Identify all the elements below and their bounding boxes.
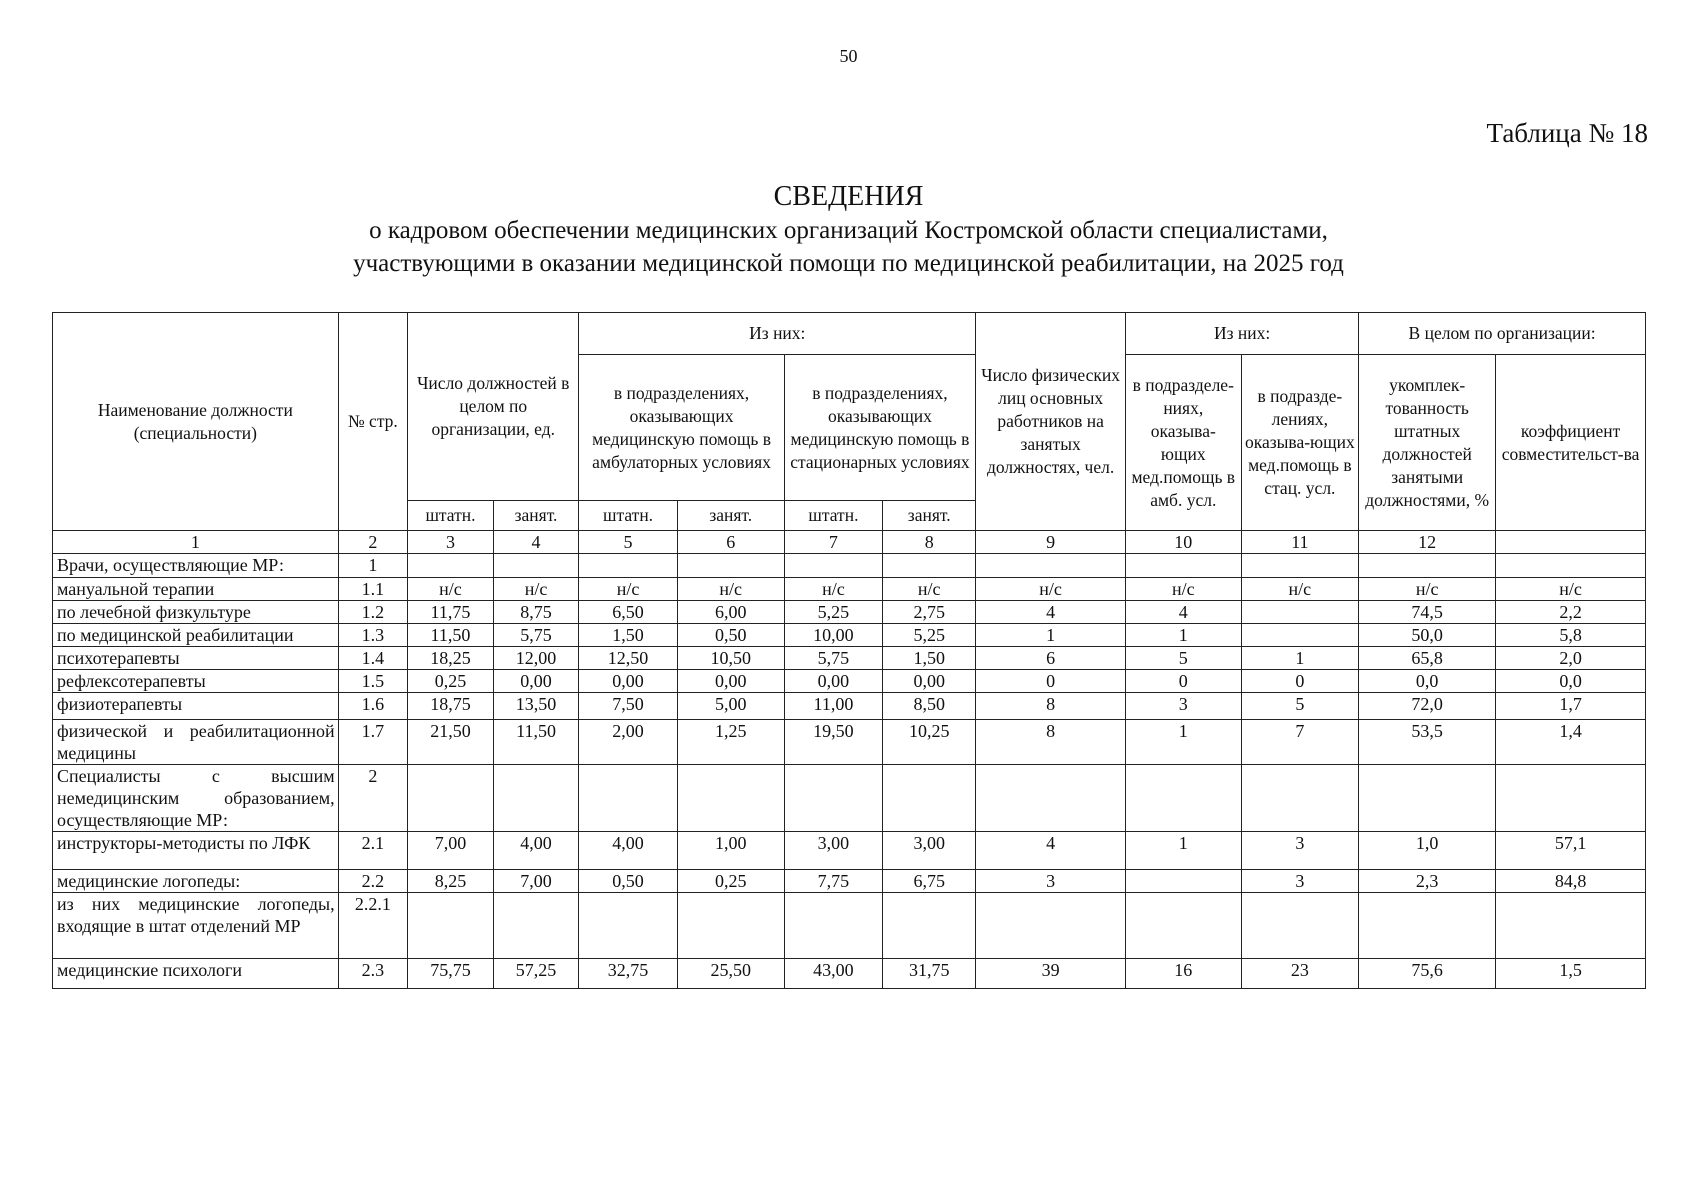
page-number: 50 bbox=[839, 46, 858, 66]
value-cell: 11,00 bbox=[784, 693, 882, 720]
value-cell: 0,00 bbox=[493, 670, 579, 693]
value-cell: 21,50 bbox=[408, 720, 494, 765]
value-cell bbox=[1126, 893, 1242, 959]
column-number: 6 bbox=[677, 531, 784, 554]
value-cell: 8,75 bbox=[493, 601, 579, 624]
value-cell bbox=[883, 554, 976, 578]
header-ambulatory: в подразделениях, оказывающих медицинскую помощь в амбулаторных условиях bbox=[579, 355, 784, 501]
value-cell: 75,75 bbox=[408, 959, 494, 989]
table-row bbox=[53, 578, 1646, 601]
value-cell: 8,25 bbox=[408, 870, 494, 893]
value-cell: 3,00 bbox=[784, 832, 882, 870]
table-row bbox=[53, 601, 1646, 624]
value-cell: 1,50 bbox=[579, 624, 677, 647]
value-cell: 4 bbox=[976, 601, 1126, 624]
value-cell bbox=[408, 765, 494, 832]
value-cell bbox=[408, 893, 494, 959]
value-cell bbox=[408, 554, 494, 578]
value-cell: 3,00 bbox=[883, 832, 976, 870]
column-number: 3 bbox=[408, 531, 494, 554]
value-cell: 7,00 bbox=[408, 832, 494, 870]
value-cell: 1 bbox=[1241, 647, 1359, 670]
column-number: 11 bbox=[1241, 531, 1359, 554]
row-number: 1.1 bbox=[338, 578, 408, 601]
row-number: 1.5 bbox=[338, 670, 408, 693]
value-cell: 0,25 bbox=[408, 670, 494, 693]
value-cell: 2,2 bbox=[1496, 601, 1646, 624]
row-number: 1.6 bbox=[338, 693, 408, 720]
value-cell: н/с bbox=[1359, 578, 1496, 601]
value-cell bbox=[1126, 765, 1242, 832]
value-cell: 0,00 bbox=[883, 670, 976, 693]
value-cell: 53,5 bbox=[1359, 720, 1496, 765]
position-name: по лечебной физкультуре bbox=[53, 601, 339, 624]
value-cell: н/с bbox=[677, 578, 784, 601]
header-zanyat: занят. bbox=[493, 501, 579, 531]
position-name: по медицинской реабилитации bbox=[53, 624, 339, 647]
value-cell: 0,50 bbox=[579, 870, 677, 893]
header-organization: В целом по организации: bbox=[1359, 313, 1646, 355]
value-cell bbox=[579, 554, 677, 578]
value-cell: 74,5 bbox=[1359, 601, 1496, 624]
value-cell: 1 bbox=[976, 624, 1126, 647]
column-number: 12 bbox=[1359, 531, 1496, 554]
row-number: 2.1 bbox=[338, 832, 408, 870]
table-row bbox=[53, 959, 1646, 989]
value-cell bbox=[784, 554, 882, 578]
value-cell: 4 bbox=[976, 832, 1126, 870]
header-stationary-persons: в подразде-лениях, оказыва-ющих мед.помощь в стац. усл. bbox=[1241, 355, 1359, 531]
value-cell: 8,50 bbox=[883, 693, 976, 720]
value-cell: н/с bbox=[1126, 578, 1242, 601]
table-row bbox=[53, 832, 1646, 870]
value-cell: 6,00 bbox=[677, 601, 784, 624]
value-cell: 18,25 bbox=[408, 647, 494, 670]
row-number: 2.2.1 bbox=[338, 893, 408, 959]
value-cell bbox=[677, 893, 784, 959]
row-number: 1 bbox=[338, 554, 408, 578]
header-shtat: штатн. bbox=[408, 501, 494, 531]
value-cell: 2,0 bbox=[1496, 647, 1646, 670]
value-cell: 0,00 bbox=[579, 670, 677, 693]
header-shtat: штатн. bbox=[784, 501, 882, 531]
column-number: 2 bbox=[338, 531, 408, 554]
value-cell: 7,50 bbox=[579, 693, 677, 720]
value-cell: 1,4 bbox=[1496, 720, 1646, 765]
position-name: из них медицинские логопеды, входящие в штат отделений МР bbox=[53, 893, 339, 959]
value-cell: 10,25 bbox=[883, 720, 976, 765]
value-cell bbox=[1126, 554, 1242, 578]
header-stationary: в подразделениях, оказывающих медицинскую помощь в стационарных условиях bbox=[784, 355, 976, 501]
header-zanyat: занят. bbox=[883, 501, 976, 531]
position-name: Специалисты с высшим немедицинским образованием, осуществляющие МР: bbox=[53, 765, 339, 832]
value-cell: н/с bbox=[408, 578, 494, 601]
position-name: рефлексотерапевты bbox=[53, 670, 339, 693]
value-cell bbox=[677, 765, 784, 832]
row-number: 1.2 bbox=[338, 601, 408, 624]
value-cell: 5,8 bbox=[1496, 624, 1646, 647]
value-cell: 19,50 bbox=[784, 720, 882, 765]
table-row bbox=[53, 647, 1646, 670]
value-cell: 1 bbox=[1126, 832, 1242, 870]
value-cell bbox=[784, 765, 882, 832]
value-cell: 2,3 bbox=[1359, 870, 1496, 893]
value-cell: 3 bbox=[976, 870, 1126, 893]
header-row-number: № стр. bbox=[338, 313, 408, 531]
value-cell: 5,00 bbox=[677, 693, 784, 720]
value-cell: 5 bbox=[1241, 693, 1359, 720]
table-row bbox=[53, 670, 1646, 693]
header-name: Наименование должности (специальности) bbox=[53, 313, 339, 531]
value-cell: 57,1 bbox=[1496, 832, 1646, 870]
value-cell: н/с bbox=[976, 578, 1126, 601]
column-number: 7 bbox=[784, 531, 882, 554]
value-cell bbox=[1496, 765, 1646, 832]
value-cell: 0,00 bbox=[677, 670, 784, 693]
value-cell: 4,00 bbox=[493, 832, 579, 870]
value-cell bbox=[677, 554, 784, 578]
value-cell: 32,75 bbox=[579, 959, 677, 989]
value-cell: 1,5 bbox=[1496, 959, 1646, 989]
value-cell: 12,00 bbox=[493, 647, 579, 670]
value-cell: 5,75 bbox=[784, 647, 882, 670]
value-cell: 1,0 bbox=[1359, 832, 1496, 870]
value-cell: 6,75 bbox=[883, 870, 976, 893]
value-cell bbox=[493, 765, 579, 832]
value-cell bbox=[883, 893, 976, 959]
value-cell: 4,00 bbox=[579, 832, 677, 870]
position-name: физиотерапевты bbox=[53, 693, 339, 720]
value-cell: 7,75 bbox=[784, 870, 882, 893]
value-cell: 5,75 bbox=[493, 624, 579, 647]
value-cell: 13,50 bbox=[493, 693, 579, 720]
value-cell bbox=[493, 893, 579, 959]
header-of-them-2: Из них: bbox=[1126, 313, 1359, 355]
value-cell: 6 bbox=[976, 647, 1126, 670]
value-cell: 11,75 bbox=[408, 601, 494, 624]
value-cell: 8 bbox=[976, 720, 1126, 765]
value-cell bbox=[976, 765, 1126, 832]
value-cell: н/с bbox=[1241, 578, 1359, 601]
position-name: Врачи, осуществляющие МР: bbox=[53, 554, 339, 578]
column-number: 5 bbox=[579, 531, 677, 554]
value-cell: 72,0 bbox=[1359, 693, 1496, 720]
value-cell bbox=[493, 554, 579, 578]
column-number: 10 bbox=[1126, 531, 1242, 554]
position-name: физической и реабилитационной медицины bbox=[53, 720, 339, 765]
header-positions: Число должностей в целом по организации, ед. bbox=[408, 313, 579, 501]
value-cell: 75,6 bbox=[1359, 959, 1496, 989]
value-cell: 0,50 bbox=[677, 624, 784, 647]
table-row bbox=[53, 720, 1646, 765]
value-cell: 0,00 bbox=[784, 670, 882, 693]
value-cell: н/с bbox=[493, 578, 579, 601]
column-number: 1 bbox=[53, 531, 339, 554]
header-ambulatory-persons: в подразделе-ниях, оказыва-ющих мед.помощь в амб. усл. bbox=[1126, 355, 1242, 531]
value-cell: 0,0 bbox=[1496, 670, 1646, 693]
row-number: 2.2 bbox=[338, 870, 408, 893]
table-row bbox=[53, 554, 1646, 578]
value-cell bbox=[883, 765, 976, 832]
value-cell: 2,00 bbox=[579, 720, 677, 765]
value-cell: н/с bbox=[579, 578, 677, 601]
table-row bbox=[53, 624, 1646, 647]
value-cell: 2,75 bbox=[883, 601, 976, 624]
table-label: Таблица № 18 bbox=[1486, 118, 1648, 148]
value-cell: 0 bbox=[1241, 670, 1359, 693]
value-cell bbox=[1359, 765, 1496, 832]
header-staffing-percent: укомплек-тованность штатных должностей занятыми должностями, % bbox=[1359, 355, 1496, 531]
value-cell: 16 bbox=[1126, 959, 1242, 989]
value-cell: 1 bbox=[1126, 720, 1242, 765]
value-cell: 3 bbox=[1126, 693, 1242, 720]
title-line-1: о кадровом обеспечении медицинских организаций Костромской области специалистами, bbox=[369, 217, 1328, 244]
value-cell: 39 bbox=[976, 959, 1126, 989]
value-cell: 5,25 bbox=[784, 601, 882, 624]
value-cell: 0,25 bbox=[677, 870, 784, 893]
value-cell bbox=[1241, 601, 1359, 624]
value-cell: 11,50 bbox=[493, 720, 579, 765]
value-cell: 1 bbox=[1126, 624, 1242, 647]
value-cell: 0 bbox=[976, 670, 1126, 693]
value-cell bbox=[579, 893, 677, 959]
position-name: медицинские логопеды: bbox=[53, 870, 339, 893]
value-cell: 1,7 bbox=[1496, 693, 1646, 720]
value-cell: 43,00 bbox=[784, 959, 882, 989]
value-cell: 3 bbox=[1241, 870, 1359, 893]
value-cell: 10,00 bbox=[784, 624, 882, 647]
value-cell: н/с bbox=[883, 578, 976, 601]
value-cell bbox=[1496, 893, 1646, 959]
value-cell: н/с bbox=[784, 578, 882, 601]
position-name: инструкторы-методисты по ЛФК bbox=[53, 832, 339, 870]
value-cell: 7 bbox=[1241, 720, 1359, 765]
value-cell: 8 bbox=[976, 693, 1126, 720]
value-cell: 57,25 bbox=[493, 959, 579, 989]
value-cell: 1,00 bbox=[677, 832, 784, 870]
column-number: 4 bbox=[493, 531, 579, 554]
value-cell: 0 bbox=[1126, 670, 1242, 693]
value-cell bbox=[1126, 870, 1242, 893]
value-cell bbox=[579, 765, 677, 832]
table-row bbox=[53, 893, 1646, 959]
value-cell: 1,50 bbox=[883, 647, 976, 670]
row-number: 1.3 bbox=[338, 624, 408, 647]
row-number: 2 bbox=[338, 765, 408, 832]
value-cell: 23 bbox=[1241, 959, 1359, 989]
value-cell: 5 bbox=[1126, 647, 1242, 670]
header-of-them-1: Из них: bbox=[579, 313, 976, 355]
value-cell bbox=[976, 893, 1126, 959]
value-cell bbox=[1359, 893, 1496, 959]
value-cell: 4 bbox=[1126, 601, 1242, 624]
value-cell bbox=[1241, 624, 1359, 647]
position-name: психотерапевты bbox=[53, 647, 339, 670]
column-number: 9 bbox=[976, 531, 1126, 554]
value-cell: 18,75 bbox=[408, 693, 494, 720]
row-number: 2.3 bbox=[338, 959, 408, 989]
value-cell: 11,50 bbox=[408, 624, 494, 647]
value-cell: 1,25 bbox=[677, 720, 784, 765]
header-physical-persons: Число физических лиц основных работников на занятых должностях, чел. bbox=[976, 313, 1126, 531]
value-cell bbox=[784, 893, 882, 959]
header-zanyat: занят. bbox=[677, 501, 784, 531]
column-number bbox=[1496, 531, 1646, 554]
value-cell: 84,8 bbox=[1496, 870, 1646, 893]
value-cell: 6,50 bbox=[579, 601, 677, 624]
table-row bbox=[53, 765, 1646, 832]
value-cell: 3 bbox=[1241, 832, 1359, 870]
value-cell bbox=[1359, 554, 1496, 578]
value-cell: 65,8 bbox=[1359, 647, 1496, 670]
value-cell bbox=[1496, 554, 1646, 578]
title-block bbox=[0, 180, 1697, 280]
header-coefficient: коэффициент совместительст-ва bbox=[1496, 355, 1646, 531]
value-cell: 50,0 bbox=[1359, 624, 1496, 647]
value-cell: 10,50 bbox=[677, 647, 784, 670]
value-cell: 5,25 bbox=[883, 624, 976, 647]
value-cell: 12,50 bbox=[579, 647, 677, 670]
value-cell: 25,50 bbox=[677, 959, 784, 989]
row-number: 1.7 bbox=[338, 720, 408, 765]
column-numbers-row bbox=[53, 531, 1646, 554]
value-cell bbox=[1241, 554, 1359, 578]
value-cell: 31,75 bbox=[883, 959, 976, 989]
row-number: 1.4 bbox=[338, 647, 408, 670]
value-cell: н/с bbox=[1496, 578, 1646, 601]
value-cell bbox=[1241, 893, 1359, 959]
table-row bbox=[53, 870, 1646, 893]
value-cell: 7,00 bbox=[493, 870, 579, 893]
position-name: мануальной терапии bbox=[53, 578, 339, 601]
header-shtat: штатн. bbox=[579, 501, 677, 531]
staffing-table bbox=[52, 312, 1646, 989]
column-number: 8 bbox=[883, 531, 976, 554]
title-line-2: участвующими в оказании медицинской помощи по медицинской реабилитации, на 2025 год bbox=[353, 250, 1344, 277]
document-title: СВЕДЕНИЯ bbox=[773, 181, 924, 212]
position-name: медицинские психологи bbox=[53, 959, 339, 989]
value-cell bbox=[976, 554, 1126, 578]
value-cell bbox=[1241, 765, 1359, 832]
table-row bbox=[53, 693, 1646, 720]
value-cell: 0,0 bbox=[1359, 670, 1496, 693]
